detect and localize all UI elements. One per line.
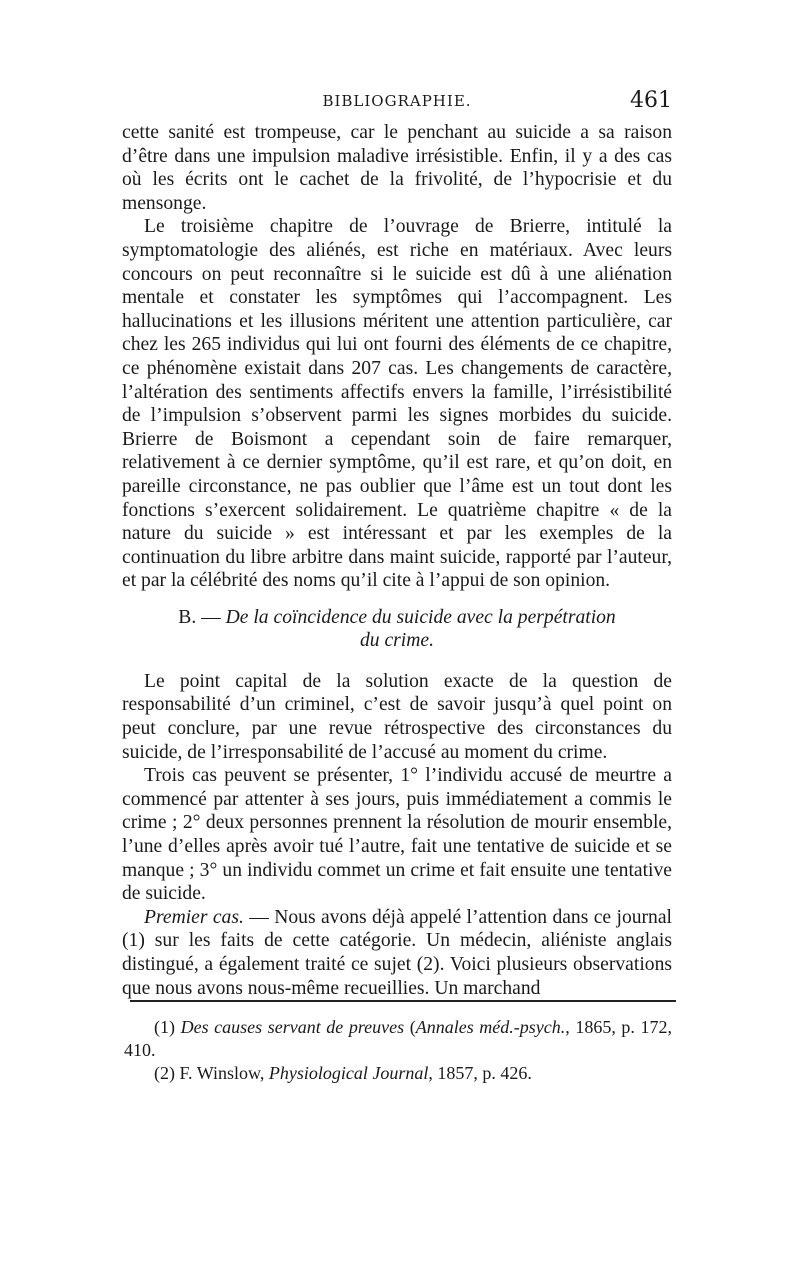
paragraph-capital-point: Le point capital de la solution exacte de la question de responsabilité d’un criminel, c’est de savoir jusqu’à quel point on peut conclure, par une revue rétrospective des circonstances du suicide, de l’irresponsabilité de l’accusé au moment du crime. (122, 670, 672, 763)
section-title-line1: De la coïncidence du suicide avec la perpétration (220, 606, 616, 628)
footnote-rule (130, 1000, 676, 1002)
running-head: BIBLIOGRAPHIE. (322, 92, 472, 110)
paragraph-first-case (122, 906, 672, 1000)
footnote-1 (124, 1016, 672, 1062)
first-case-label: Premier cas. (144, 906, 244, 928)
footnote-1-journal: Annales méd.-psych. (415, 1017, 566, 1037)
paragraph-three-cases: Trois cas peuvent se présenter, 1° l’individu accusé de meurtre a commencé par attenter à ses jours, puis immédiatement a commis le crime ; 2° deux personnes prennent la résolution de mourir ensemble, l’une d’elles après avoir tué l’autre, fait une tentative de suicide et se manque ; 3° un individu commet un crime et fait ensuite une tentative de suicide. (122, 765, 672, 905)
footnote-1-rest: , 1865, p. 172, 410. (124, 1017, 672, 1060)
footnote-2-author: (2) F. Winslow, (154, 1063, 269, 1083)
footnotes (124, 1016, 672, 1085)
page-number: 461 (630, 88, 672, 113)
section-heading (122, 606, 672, 652)
body-text (122, 121, 672, 1000)
section-letter: B. — (178, 606, 221, 628)
page-header (122, 88, 672, 118)
section-title-line2: du crime. (359, 629, 434, 651)
paragraph-continuation: cette sanité est trompeuse, car le penchant au suicide a sa raison d’être dans une impulsion maladive irrésistible. Enfin, il y a des cas où les écrits ont le cachet de la frivolité, de l’hypocrisie et du mensonge. (122, 122, 672, 214)
footnote-1-paren: ( (404, 1017, 416, 1037)
footnote-1-title: Des causes servant de preuves (180, 1017, 405, 1037)
paragraph-third-chapter: Le troisième chapitre de l’ouvrage de Brierre, intitulé la symptomatologie des aliénés, est riche en matériaux. Avec leurs concours on peut reconnaître si le suicide est dû à une aliénation mentale et constater les symptômes qui l’accompagnent. Les hallucinations et les illusions méritent une attention particulière, car chez les 265 individus qui lui ont fourni des éléments de ce chapitre, ce phénomène existait dans 207 cas. Les changements de caractère, l’altération des sentiments affectifs envers la famille, l’irrésistibilité de l’impulsion s’observent parmi les signes morbides du suicide. Brierre de Boismont a cependant soin de faire remarquer, relativement à ce dernier symptôme, qu’il est rare, et qu’on doit, en pareille circonstance, ne pas oublier que l’âme est un tout dont les fonctions s’exercent solidairement. Le quatrième chapitre « de la nature du suicide » est intéressant et par les exemples de la continuation du libre arbitre dans maint suicide, rapporté par l’auteur, et par la célébrité des noms qu’il cite à l’appui de son opinion. (122, 216, 672, 592)
footnote-2-journal: Physiological Journal (268, 1063, 429, 1083)
footnote-2-rest: , 1857, p. 426. (428, 1063, 532, 1083)
footnote-1-number: (1) (154, 1017, 181, 1037)
footnote-2 (124, 1062, 672, 1085)
first-case-text: — Nous avons déjà appelé l’attention dans ce journal (1) sur les faits de cette catégorie. Un médecin, aliéniste anglais distingué, a également traité ce sujet (2). Voici plusieurs observations que nous avons nous-même recueillies. Un marchand (122, 906, 672, 999)
